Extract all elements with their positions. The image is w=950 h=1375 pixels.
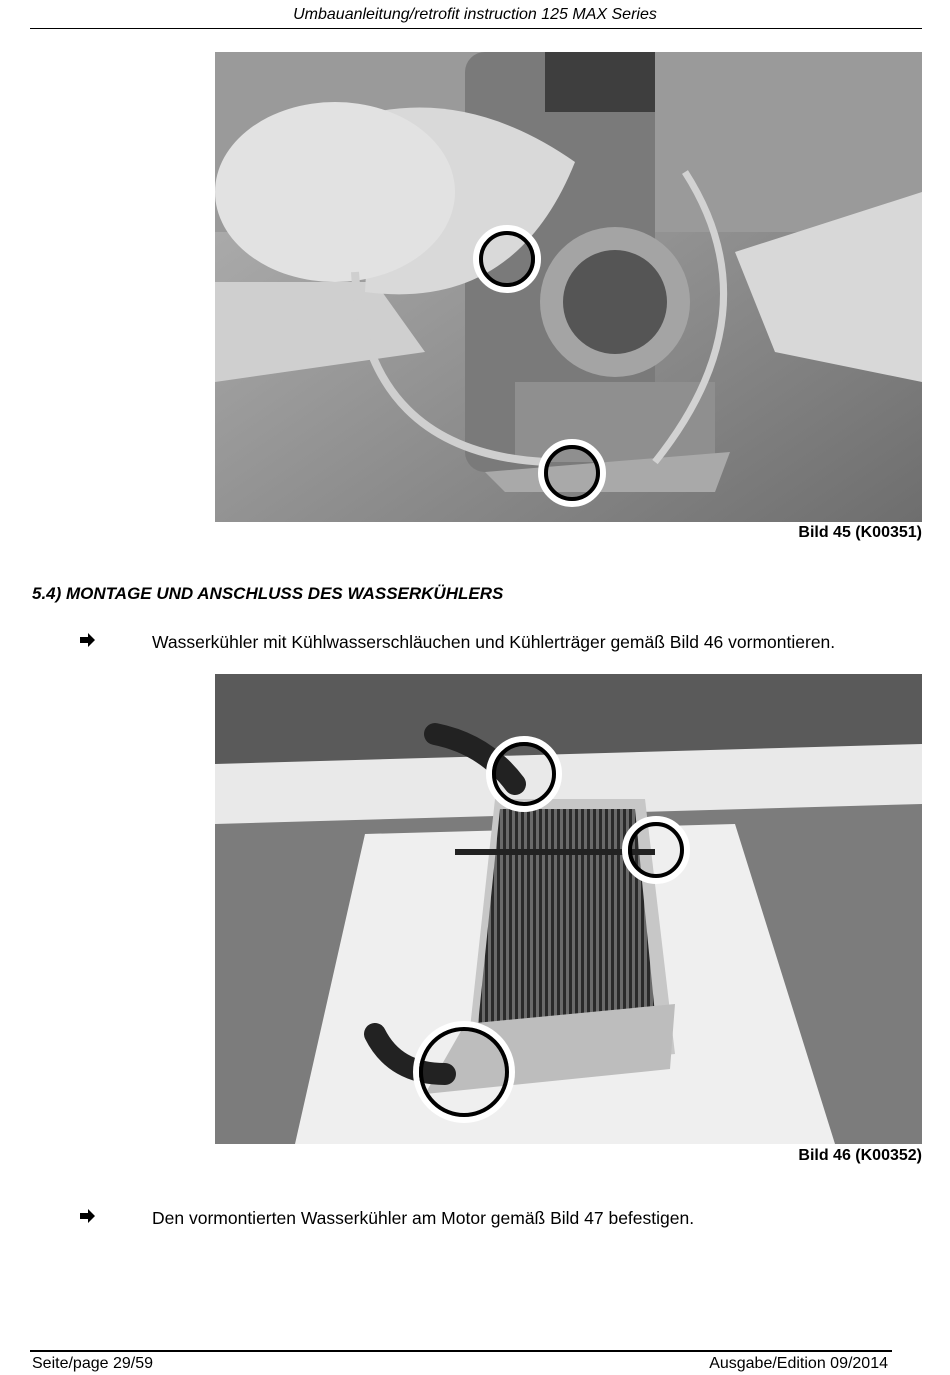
figure-46-caption: Bild 46 (K00352): [798, 1147, 922, 1164]
figure-46-photo: [215, 674, 922, 1144]
footer-divider: [30, 1350, 892, 1352]
right-arrow-icon: [80, 632, 96, 648]
figure-45-photo: [215, 52, 922, 522]
header-divider: [30, 28, 922, 29]
page-number: Seite/page 29/59: [32, 1355, 153, 1372]
instruction-text: Wasserkühler mit Kühlwasserschläuchen und Kühlerträger gemäß Bild 46 vormontieren.: [152, 632, 836, 652]
page-header-title: Umbauanleitung/retrofit instruction 125 MAX Series: [293, 6, 657, 23]
section-heading: 5.4) MONTAGE UND ANSCHLUSS DES WASSERKÜHLERS: [32, 584, 504, 603]
edition-info: Ausgabe/Edition 09/2014: [709, 1355, 888, 1372]
figure-45-caption: Bild 45 (K00351): [798, 524, 922, 541]
instruction-text: Den vormontierten Wasserkühler am Motor gemäß Bild 47 befestigen.: [152, 1208, 695, 1228]
right-arrow-icon: [80, 1208, 96, 1224]
